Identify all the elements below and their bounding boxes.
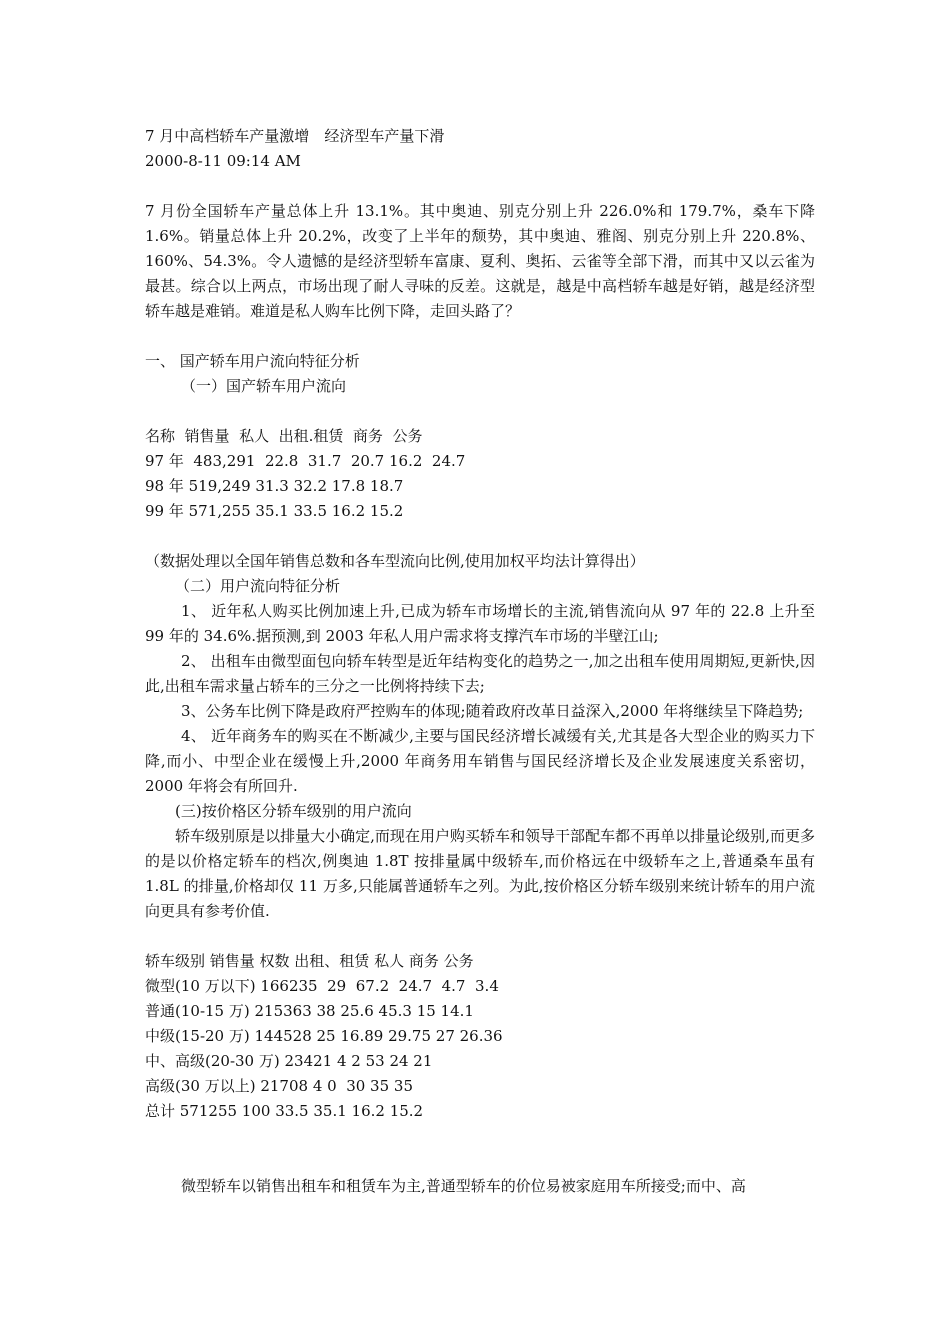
article-timestamp: 2000-8-11 09:14 AM	[145, 152, 301, 170]
table2-row: 总计 571255 100 33.5 35.1 16.2 15.2	[145, 1102, 424, 1120]
analysis-point: 3、公务车比例下降是政府严控购车的体现;随着政府改革日益深入,2000 年将继续呈下降趋势;	[181, 702, 804, 720]
analysis-point: 1、 近年私人购买比例加速上升,已成为轿车市场增长的主流,销售流向从 97 年的 22.8 上升至 99 年的 34.6%.据预测,到 2003 年私人用户需求将支撑汽车市场的半壁江山;	[145, 602, 815, 645]
table2-row: 普通(10-15 万) 215363 38 25.6 45.3 15 14.1	[145, 1002, 474, 1020]
section-heading: 一、 国产轿车用户流向特征分析	[145, 352, 360, 370]
article-title: 7 月中高档轿车产量激增 经济型车产量下滑	[145, 127, 445, 145]
table2-row: 中、高级(20-30 万) 23421 4 2 53 24 21	[145, 1052, 433, 1070]
analysis-point: 2、 出租车由微型面包向轿车转型是近年结构变化的趋势之一,加之出租车使用周期短,更新快,因此,出租车需求量占轿车的三分之一比例将持续下去;	[145, 652, 815, 695]
data-note: （数据处理以全国年销售总数和各车型流向比例,使用加权平均法计算得出）	[145, 552, 645, 570]
table1-row: 99 年 571,255 35.1 33.5 16.2 15.2	[145, 502, 404, 520]
table2-row: 高级(30 万以上) 21708 4 0 30 35 35	[145, 1077, 414, 1095]
table1-header: 名称 销售量 私人 出租.租赁 商务 公务	[145, 427, 423, 445]
table2-header: 轿车级别 销售量 权数 出租、租赁 私人 商务 公务	[145, 952, 474, 970]
subsection-heading-1: （一）国产轿车用户流向	[181, 377, 347, 395]
subsection-heading-2: （二）用户流向特征分析	[175, 577, 341, 595]
table1-row: 98 年 519,249 31.3 32.2 17.8 18.7	[145, 477, 404, 495]
price-class-paragraph: 轿车级别原是以排量大小确定,而现在用户购买轿车和领导干部配车都不再单以排量论级别,而更多的是以价格定轿车的档次,例奥迪 1.8T 按排量属中级轿车,而价格远在中级轿车之上,普通桑车虽有 1.8L 的排量,价格却仅 11 万多,只能属普通轿车之列。为此,按价格区分轿车级别来统计轿车的用户流向更具有参考价值.	[145, 827, 815, 920]
subsection-heading-3: (三)按价格区分轿车级别的用户流向	[175, 802, 412, 820]
document-page	[145, 124, 815, 1199]
intro-paragraph: 7 月份全国轿车产量总体上升 13.1%。其中奥迪、别克分别上升 226.0%和 179.7%，桑车下降 1.6%。销量总体上升 20.2%，改变了上半年的颓势，其中奥迪、雅阁、别克分别上升 220.8%、160%、54.3%。令人遗憾的是经济型轿车富康、夏利、奥拓、云雀等全部下滑，而其中又以云雀为最甚。综合以上两点，市场出现了耐人寻味的反差。这就是，越是中高档轿车越是好销，越是经济型轿车越是难销。难道是私人购车比例下降，走回头路了？	[145, 202, 815, 320]
closing-paragraph: 微型轿车以销售出租车和租赁车为主,普通型轿车的价位易被家庭用车所接受;而中、高	[181, 1177, 746, 1195]
table2-row: 微型(10 万以下) 166235 29 67.2 24.7 4.7 3.4	[145, 977, 499, 995]
table2-row: 中级(15-20 万) 144528 25 16.89 29.75 27 26.36	[145, 1027, 503, 1045]
table1-row: 97 年 483,291 22.8 31.7 20.7 16.2 24.7	[145, 452, 466, 470]
analysis-point: 4、 近年商务车的购买在不断减少,主要与国民经济增长减缓有关,尤其是各大型企业的购买力下降,而小、中型企业在缓慢上升,2000 年商务用车销售与国民经济增长及企业发展速度关系密切，2000 年将会有所回升.	[145, 727, 815, 795]
